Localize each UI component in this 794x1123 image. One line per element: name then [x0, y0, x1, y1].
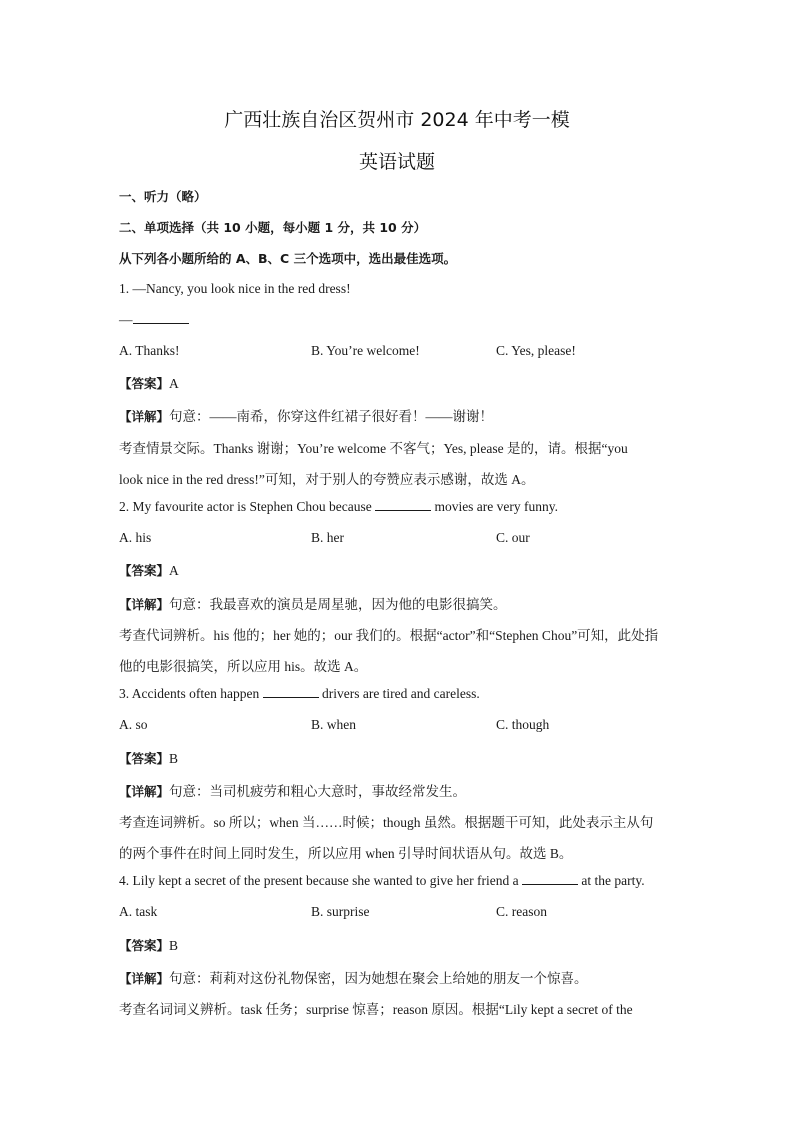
- stem-before: 4. Lily kept a secret of the present because she wanted to give her friend a: [119, 873, 519, 888]
- question-3-analysis-line-2: 的两个事件在时间上同时发生，所以应用 when 引导时间状语从句。故选 B。: [119, 846, 573, 861]
- document-title: 广西壮族自治区贺州市 2024 年中考一模: [224, 109, 570, 131]
- answer-value: A: [169, 376, 179, 391]
- stem-after: movies are very funny.: [434, 499, 559, 514]
- question-2-option-a: A. his: [119, 530, 152, 545]
- detail-text: 句意：我最喜欢的演员是周星驰，因为他的电影很搞笑。: [169, 597, 507, 612]
- question-3-detail: [119, 780, 466, 800]
- detail-label: 【详解】: [119, 784, 170, 799]
- section-listening: 一、听力（略）: [119, 189, 207, 204]
- question-3-option-a: A. so: [119, 717, 148, 732]
- stem-after: at the party.: [581, 873, 645, 888]
- dash: —: [119, 312, 133, 327]
- document-subtitle: 英语试题: [358, 151, 435, 173]
- answer-label: 【答案】: [119, 751, 170, 766]
- question-1-analysis-line-1: 考查情景交际。Thanks 谢谢；You’re welcome 不客气；Yes, please 是的，请。根据“you: [119, 441, 628, 456]
- detail-text: 句意：——南希，你穿这件红裙子很好看！——谢谢！: [169, 409, 494, 424]
- answer-label: 【答案】: [119, 563, 170, 578]
- detail-text: 句意：当司机疲劳和粗心大意时，事故经常发生。: [169, 784, 467, 799]
- stem-after: drivers are tired and careless.: [321, 686, 480, 701]
- question-1-option-b: B. You’re welcome!: [311, 343, 420, 358]
- question-4-option-c: C. reason: [496, 904, 547, 919]
- question-4-option-b: B. surprise: [311, 904, 370, 919]
- question-4-analysis-line-1: 考查名词词义辨析。task 任务；surprise 惊喜；reason 原因。根据“Lily kept a secret of the: [119, 1002, 633, 1017]
- section-single-choice: 二、单项选择（共 10 小题，每小题 1 分，共 10 分）: [119, 220, 427, 235]
- answer-value: A: [169, 563, 179, 578]
- question-1-answer: [119, 374, 179, 392]
- section-instruction: 从下列各小题所给的 A、B、C 三个选项中，选出最佳选项。: [119, 251, 457, 266]
- detail-text: 句意：莉莉对这份礼物保密，因为她想在聚会上给她的朋友一个惊喜。: [169, 971, 588, 986]
- stem-before: 3. Accidents often happen: [119, 686, 260, 701]
- stem-before: 2. My favourite actor is Stephen Chou because: [119, 499, 372, 514]
- question-4-option-a: A. task: [119, 904, 158, 919]
- question-1-option-a: A. Thanks!: [119, 343, 180, 358]
- question-1-option-c: C. Yes, please!: [496, 343, 576, 358]
- answer-blank: [522, 873, 578, 885]
- question-2-analysis-line-2: 他的电影很搞笑，所以应用 his。故选 A。: [119, 659, 368, 674]
- question-2-option-b: B. her: [311, 530, 344, 545]
- answer-blank: [263, 686, 319, 698]
- question-2-answer: [119, 561, 179, 579]
- answer-blank: [375, 499, 431, 511]
- question-3-option-b: B. when: [311, 717, 356, 732]
- question-4-answer: [119, 936, 178, 954]
- answer-blank: [133, 312, 189, 324]
- question-3-answer: [119, 749, 178, 767]
- question-2-detail: [119, 593, 507, 613]
- question-4-detail: [119, 967, 588, 987]
- detail-label: 【详解】: [119, 597, 170, 612]
- question-2-analysis-line-1: 考查代词辨析。his 他的；her 她的；our 我们的。根据“actor”和“Stephen Chou”可知，此处指: [119, 628, 659, 643]
- answer-label: 【答案】: [119, 938, 170, 953]
- detail-label: 【详解】: [119, 971, 170, 986]
- question-3-analysis-line-1: 考查连词辨析。so 所以；when 当……时候；though 虽然。根据题干可知，此处表示主从句: [119, 815, 654, 830]
- question-1-detail: [119, 405, 493, 425]
- question-3-stem: [119, 686, 480, 702]
- question-1-stem: 1. —Nancy, you look nice in the red dress!: [119, 281, 351, 296]
- answer-value: B: [169, 938, 179, 953]
- question-3-option-c: C. though: [496, 717, 550, 732]
- question-2-stem: [119, 499, 558, 515]
- answer-label: 【答案】: [119, 376, 170, 391]
- question-2-option-c: C. our: [496, 530, 530, 545]
- detail-label: 【详解】: [119, 409, 170, 424]
- question-1-response: [119, 312, 189, 328]
- question-1-analysis-line-2: look nice in the red dress!”可知，对于别人的夸赞应表示感谢，故选 A。: [119, 472, 535, 487]
- question-4-stem: [119, 873, 645, 889]
- answer-value: B: [169, 751, 179, 766]
